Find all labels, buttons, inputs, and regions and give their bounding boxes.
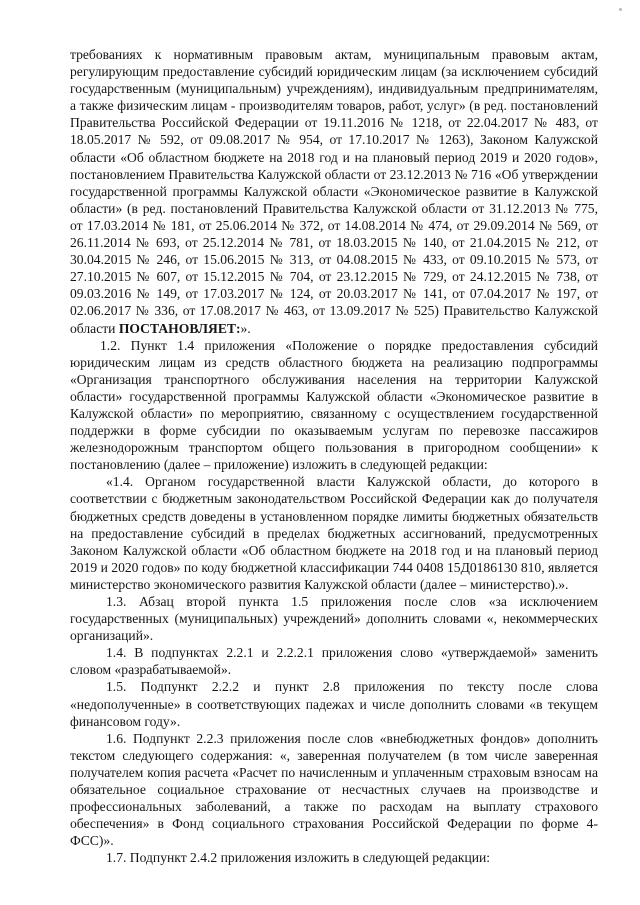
paragraph-text: требованиях к нормативным правовым актам, муниципальным правовым актам, регулирующим предоставление субсидий юридическим лицам (за исключением субсидий государственным (муниципальным) учреждениям), индивидуальным предпринимателям, а также физическим лицам - производителям товаров, работ, услуг» (в ред. постановлений Правительства Российской Федерации от 19.11.2016 № 1218, от 22.04.2017 № 483, от 18.05.2017 № 592, от 09.08.2017 № 954, от 17.10.2017 № 1263), Законом Калужской области «Об областном бюджете на 2018 год и на плановый период 2019 и 2020 годов», постановлением Правительства Калужской области от 23.12.2013 № 716 «Об утверждении государственной программы Калужской области «Экономическое развитие в Калужской области» (в ред. постановлений Правительства Калужской области от 31.12.2013 № 775, от 17.03.2014 № 181, от 25.06.2014 № 372, от 14.08.2014 № 474, от 29.09.2014 № 569, от 26.11.2014 № 693, от 25.12.2014 № 781, от 18.03.2015 № 140, от 21.04.2015 № 212, от 30.04.2015 № 246, от 15.06.2015 № 313, от 04.08.2015 № 433, от 09.10.2015 № 573, от 27.10.2015 № 607, от 15.12.2015 № 704, от 23.12.2015 № 729, от 24.12.2015 № 738, от 09.03.2016 № 149, от 17.03.2017 № 124, от 20.03.2017 № 141, от 07.04.2017 № 197, от 02.06.2017 № 336, от 17.08.2017 № 463, от 13.09.2017 № 525) Правительство Калужской области bbox=[70, 47, 598, 336]
paragraph-1-2: 1.2. Пункт 1.4 приложения «Положение о порядке предоставления субсидий юридическим лицам из средств областного бюджета на реализацию подпрограммы «Организация транспортного обслуживания населения на территории Калужской области» государственной программы Калужской области «Экономическое развитие в Калужской области» по мероприятию, связанному с осуществлением государственной поддержки в форме субсидии по оказываемым услугам по перевозке пассажиров железнодорожным транспортом общего пользования в пригородном сообщении» к постановлению (далее – приложение) изложить в следующей редакции: bbox=[70, 337, 598, 473]
paragraph-1-4: 1.4. В подпунктах 2.2.1 и 2.2.2.1 приложения слово «утверждаемой» заменить словом «разрабатываемой». bbox=[70, 645, 598, 678]
paragraph-1-6: 1.6. Подпункт 2.2.3 приложения после слов «внебюджетных фондов» дополнить текстом следующего содержания: «, заверенная получателем (в том числе заверенная получателем копия расчета «Расчет по начисленным и уплаченным страховым взносам на обязательное социальное страхование от несчастных случаев на производстве и профессиональных заболеваний, а также по расходам на выплату страхового обеспечения» в Фонд социального страхования Российской Федерации по форме 4-ФСС)». bbox=[70, 730, 598, 849]
paragraph-1-5: 1.5. Подпункт 2.2.2 и пункт 2.8 приложения по тексту после слова «недополученные» в соответствующих падежах и числе дополнить словами «в текущем финансовом году». bbox=[70, 679, 598, 729]
document-body bbox=[70, 46, 598, 867]
paragraph-tail: ». bbox=[240, 320, 251, 336]
resolves-keyword: ПОСТАНОВЛЯЕТ: bbox=[118, 320, 241, 336]
paragraph-1-3: 1.3. Абзац второй пункта 1.5 приложения после слов «за исключением государственных (муниципальных) учреждений» дополнить словами «, некоммерческих организаций». bbox=[70, 594, 598, 644]
scan-speck bbox=[619, 8, 622, 11]
paragraph-continuation bbox=[70, 46, 598, 337]
paragraph-1-7: 1.7. Подпункт 2.4.2 приложения изложить в следующей редакции: bbox=[106, 850, 491, 866]
paragraph-quoted-1-4: «1.4. Органом государственной власти Калужской области, до которого в соответствии с бюджетным законодательством Российской Федерации как до получателя бюджетных средств доведены в установленном порядке лимиты бюджетных обязательств на предоставление субсидий в пределах бюджетных ассигнований, предусмотренных Законом Калужской области «Об областном бюджете на 2018 год и на плановый период 2019 и 2020 годов» по коду бюджетной классификации 744 0408 15Д0186130 810, является министерство экономического развития Калужской области (далее – министерство).». bbox=[70, 474, 598, 592]
